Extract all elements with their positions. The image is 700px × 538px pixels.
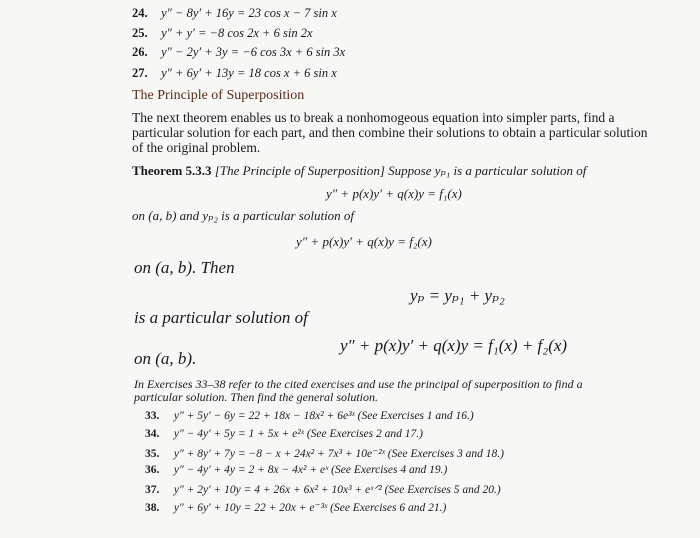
intro-paragraph: The next theorem enables us to break a nonhomogeous equation into simpler parts, find a particular solution for each part, and then combine their solutions to obtain a particular solution of the original problem. bbox=[132, 110, 648, 155]
exercise-number: 35. bbox=[145, 448, 160, 460]
exercise-35 bbox=[145, 446, 504, 460]
exercise-equation: y″ + 6y′ + 13y = 18 cos x + 6 sin x bbox=[161, 66, 337, 80]
exercise-number: 37. bbox=[145, 484, 160, 496]
exercise-equation: y″ + 8y′ + 7y = −8 − x + 24x² + 7x³ + 10e⁻²ˣ (See Exercises 3 and 18.) bbox=[173, 448, 504, 460]
equation-1: y″ + p(x)y′ + q(x)y = f₁(x) bbox=[326, 186, 462, 201]
exercise-number: 33. bbox=[145, 410, 160, 422]
exercise-33 bbox=[145, 410, 474, 422]
equation-2: y″ + p(x)y′ + q(x)y = f₂(x) bbox=[296, 234, 432, 249]
exercise-equation: y″ + 6y′ + 10y = 22 + 20x + e⁻³ˣ (See Exercises 6 and 21.) bbox=[173, 502, 447, 514]
theorem-title: [The Principle of Superposition] Suppose bbox=[214, 163, 432, 178]
exercise-number: 24. bbox=[132, 6, 148, 20]
exercise-equation: y″ − 4y′ + 5y = 1 + 5x + e²ˣ (See Exercises 2 and 17.) bbox=[173, 428, 423, 440]
equation-3: y″ + p(x)y′ + q(x)y = f₁(x) + f₂(x) bbox=[340, 336, 568, 355]
exercise-26 bbox=[132, 45, 345, 60]
exercise-27 bbox=[132, 66, 337, 81]
exercise-number: 36. bbox=[145, 464, 160, 476]
exercise-34 bbox=[145, 428, 423, 440]
exercise-instructions: In Exercises 33–38 refer to the cited exercises and use the principal of superposition to find a particular solution. Then find the general solution. bbox=[134, 377, 583, 404]
theorem-then: on (a, b). Then bbox=[134, 258, 235, 277]
exercise-equation: y″ + 2y′ + 10y = 4 + 26x + 6x² + 10x³ + eˣᐟ² (See Exercises 5 and 20.) bbox=[173, 484, 501, 496]
exercise-equation: y″ + 5y′ − 6y = 22 + 18x − 18x² + 6e³ˣ (See Exercises 1 and 16.) bbox=[173, 410, 474, 422]
exercise-equation: y″ − 4y′ + 4y = 2 + 8x − 4x² + eˣ (See Exercises 4 and 19.) bbox=[173, 464, 448, 476]
section-title: The Principle of Superposition bbox=[132, 88, 305, 103]
exercise-equation: y″ − 2y′ + 3y = −6 cos 3x + 6 sin 3x bbox=[161, 45, 346, 59]
theorem-is-solution: is a particular solution of bbox=[134, 308, 308, 327]
exercise-number: 25. bbox=[132, 26, 148, 40]
exercise-equation: y″ + y′ = −8 cos 2x + 6 sin 2x bbox=[161, 26, 313, 40]
theorem-interval: on (a, b). bbox=[134, 349, 197, 368]
exercise-24 bbox=[132, 6, 337, 21]
theorem-heading bbox=[132, 163, 586, 179]
theorem-yp1: yₚ₁ bbox=[434, 163, 451, 178]
exercise-37 bbox=[145, 482, 501, 496]
theorem-label: Theorem 5.3.3 bbox=[132, 163, 212, 178]
exercise-number: 38. bbox=[145, 502, 160, 514]
exercise-number: 27. bbox=[132, 66, 148, 80]
exercise-38 bbox=[145, 500, 446, 514]
exercise-number: 34. bbox=[145, 428, 160, 440]
theorem-title-tail: is a particular solution of bbox=[453, 163, 587, 178]
exercise-25 bbox=[132, 26, 313, 41]
exercise-36 bbox=[145, 464, 447, 476]
superposition-sum: yₚ = yₚ₁ + yₚ₂ bbox=[410, 286, 505, 305]
exercise-equation: y″ − 8y′ + 16y = 23 cos x − 7 sin x bbox=[161, 6, 337, 20]
theorem-line-2: on (a, b) and yₚ₂ is a particular solution of bbox=[132, 208, 355, 223]
exercise-number: 26. bbox=[132, 45, 148, 59]
